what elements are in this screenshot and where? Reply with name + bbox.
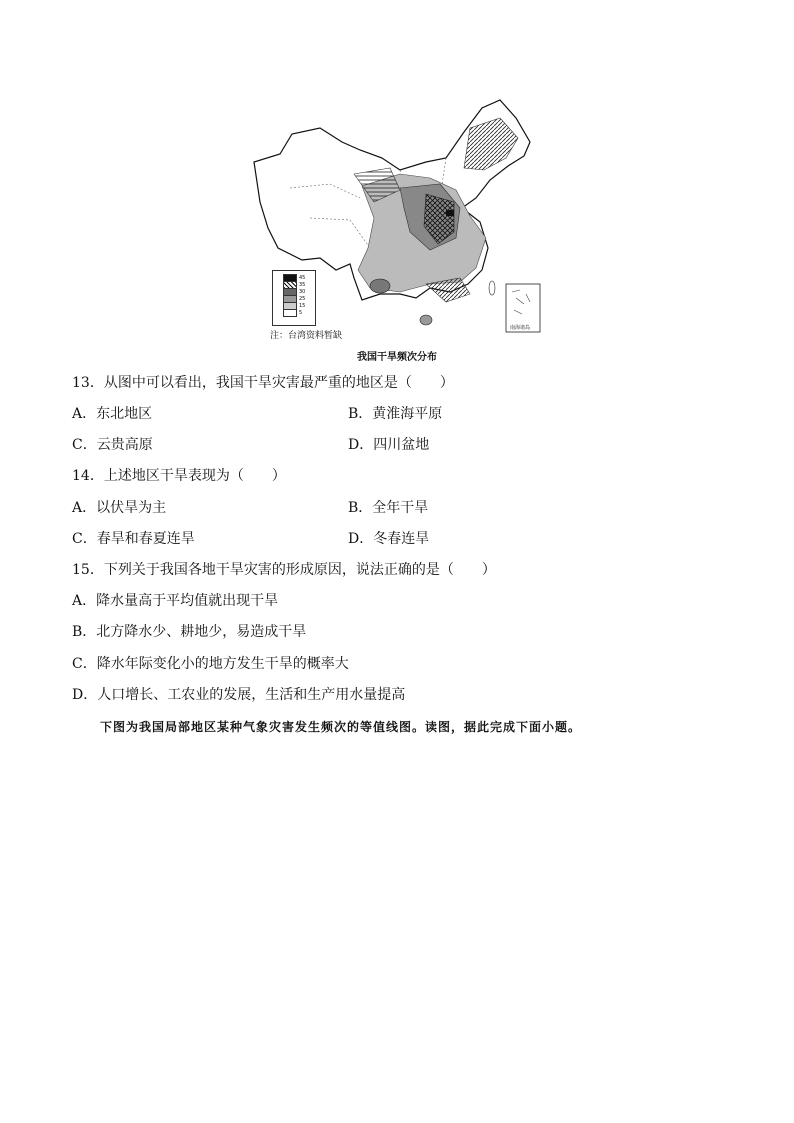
legend-value: 15 bbox=[299, 302, 306, 309]
hainan-island bbox=[420, 315, 432, 325]
question-14-stem: 14．上述地区干旱表现为（ ） bbox=[72, 468, 286, 484]
question-14-option-a: A．以伏旱为主 bbox=[72, 500, 167, 516]
question-15-option-c: C．降水年际变化小的地方发生干旱的概率大 bbox=[72, 656, 349, 672]
question-15-option-d: D．人口增长、工农业的发展，生活和生产用水量提高 bbox=[72, 687, 406, 703]
question-13-option-c: C．云贵高原 bbox=[72, 437, 153, 453]
question-14-option-c: C．春旱和春夏连旱 bbox=[72, 531, 195, 547]
drought-zone-45 bbox=[446, 210, 454, 216]
legend-value: 45 bbox=[299, 274, 306, 281]
legend-row bbox=[283, 309, 315, 316]
figure-caption: 我国干旱频次分布 bbox=[357, 352, 437, 363]
next-section-intro: 下图为我国局部地区某种气象灾害发生频次的等值线图。读图，据此完成下面小题。 bbox=[100, 720, 582, 734]
question-15-option-b: B．北方降水少、耕地少，易造成干旱 bbox=[72, 624, 307, 640]
legend-value: 35 bbox=[299, 281, 306, 288]
map-note: 注：台湾资料暂缺 bbox=[270, 331, 343, 341]
legend-value: 30 bbox=[299, 288, 306, 295]
question-14-option-b: B．全年干旱 bbox=[348, 500, 429, 516]
question-13-option-b: B．黄淮海平原 bbox=[348, 406, 443, 422]
question-13-option-d: D．四川盆地 bbox=[348, 437, 430, 453]
southwest-patch bbox=[370, 279, 390, 293]
legend-value: 5 bbox=[299, 309, 303, 316]
legend-swatch bbox=[283, 309, 297, 317]
question-13-option-a: A．东北地区 bbox=[72, 406, 153, 422]
map-legend bbox=[272, 270, 316, 326]
taiwan-island bbox=[489, 281, 495, 295]
question-14-option-d: D．冬春连旱 bbox=[348, 531, 430, 547]
question-15-stem: 15．下列关于我国各地干旱灾害的形成原因，说法正确的是（ ） bbox=[72, 562, 496, 578]
inset-label: 南海诸岛 bbox=[510, 325, 531, 331]
question-13-stem: 13．从图中可以看出，我国干旱灾害最严重的地区是（ ） bbox=[72, 375, 454, 391]
question-15-option-a: A．降水量高于平均值就出现干旱 bbox=[72, 593, 279, 609]
legend-value: 25 bbox=[299, 295, 306, 302]
